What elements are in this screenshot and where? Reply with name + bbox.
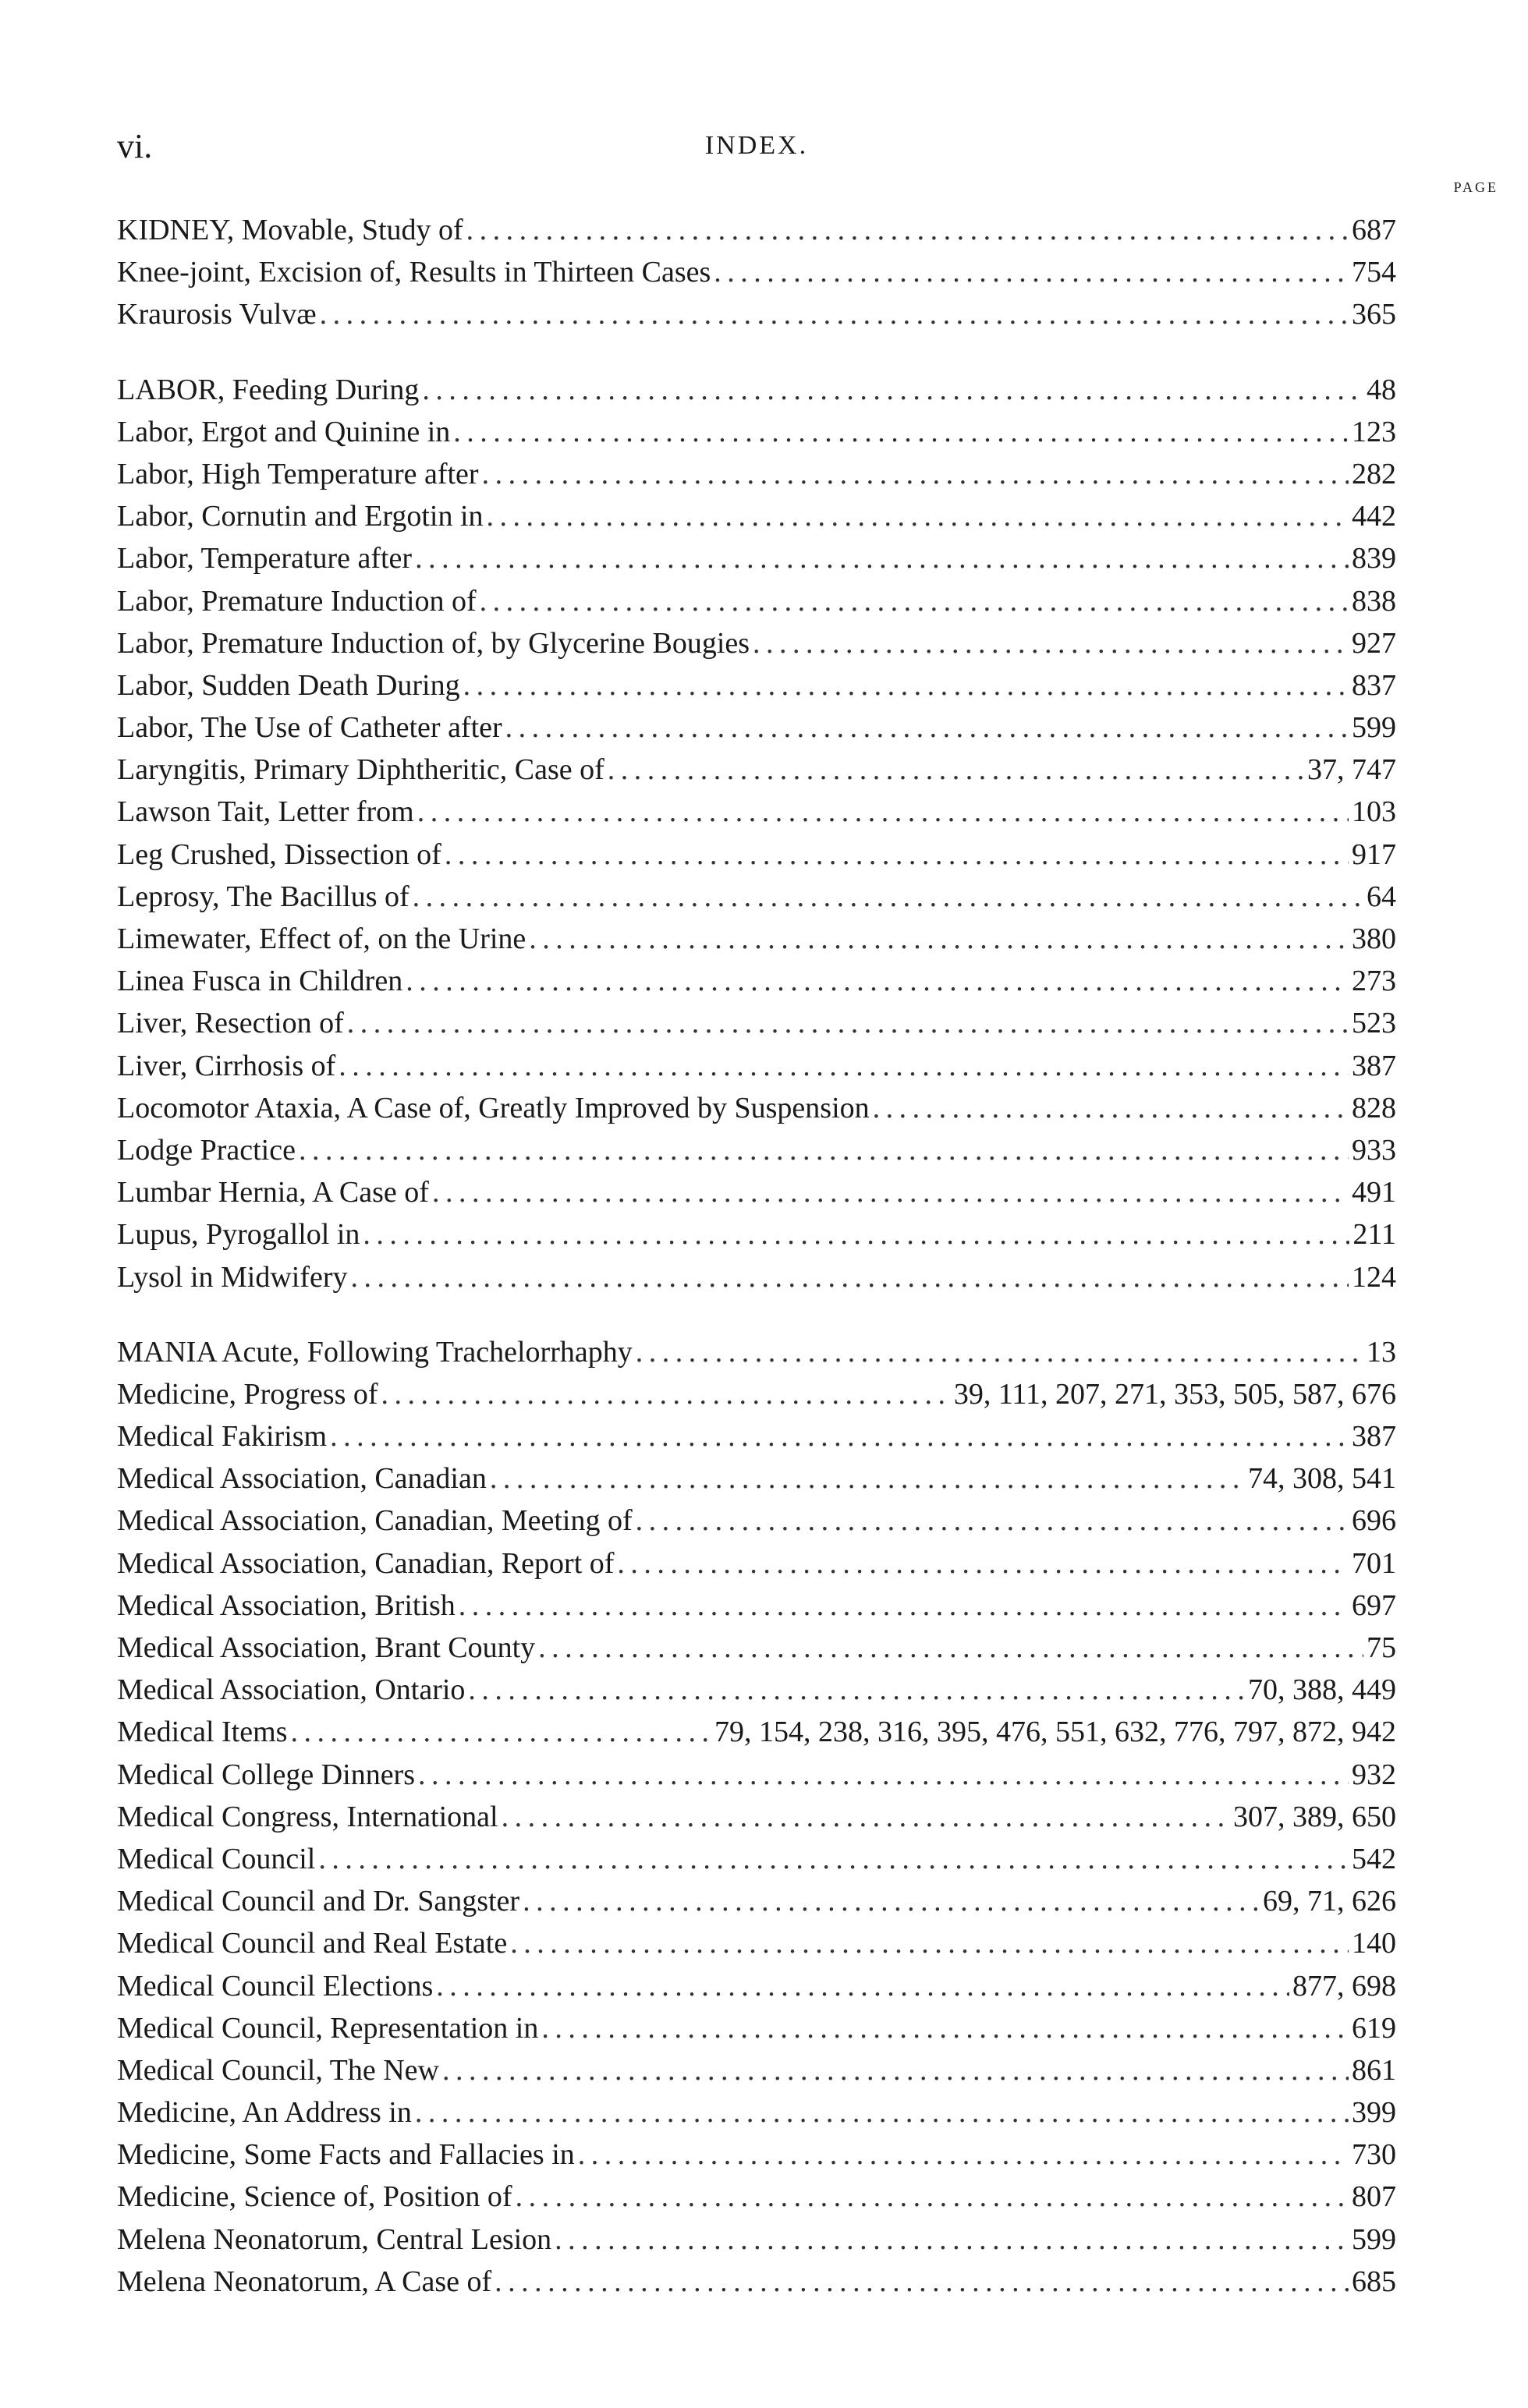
dot-leader: [290, 1711, 711, 1753]
entry-pages: 13: [1367, 1335, 1396, 1369]
dot-leader: [873, 1087, 1349, 1129]
dot-leader: [436, 1965, 1289, 2007]
index-entry: [117, 834, 1396, 876]
entry-term: Liver, Cirrhosis of: [117, 1049, 336, 1082]
entry-pages: 927: [1352, 626, 1396, 660]
entry-pages: 307, 389, 650: [1233, 1800, 1396, 1833]
running-title: INDEX.: [704, 131, 809, 160]
index-entry: [117, 1373, 1396, 1415]
dot-leader: [417, 791, 1349, 833]
index-entry: [117, 1838, 1396, 1880]
dot-leader: [381, 1373, 951, 1415]
index-entry: [117, 1796, 1396, 1838]
index-entry: [117, 580, 1396, 622]
entry-term: Medical Council, The New: [117, 2053, 439, 2087]
index-entry: [117, 537, 1396, 579]
entry-pages: 79, 154, 238, 316, 395, 476, 551, 632, 776, 797, 872, 942: [714, 1716, 1396, 1749]
dot-leader: [636, 1331, 1363, 1373]
dot-leader: [363, 1213, 1349, 1255]
entry-term: Lodge Practice: [117, 1133, 296, 1167]
index-entry: [117, 918, 1396, 960]
index-entry: [117, 1087, 1396, 1129]
entry-term: Labor, Sudden Death During: [117, 668, 460, 702]
dot-leader: [418, 1754, 1349, 1796]
dot-leader: [753, 622, 1349, 664]
entry-pages: 917: [1352, 837, 1396, 871]
index-entry: [117, 1880, 1396, 1922]
entry-pages: 542: [1352, 1842, 1396, 1875]
entry-pages: 523: [1352, 1007, 1396, 1040]
dot-leader: [406, 960, 1349, 1002]
index-entry: [117, 2091, 1396, 2134]
entry-pages: 273: [1352, 965, 1396, 998]
entry-term: Limewater, Effect of, on the Urine: [117, 922, 526, 955]
index-entry: [117, 293, 1396, 335]
index-entry: [117, 1457, 1396, 1500]
entry-term: Laryngitis, Primary Diphtheritic, Case of: [117, 753, 604, 787]
entry-pages: 211: [1353, 1218, 1396, 1252]
entry-pages: 619: [1352, 2011, 1396, 2045]
index-entry: [117, 1129, 1396, 1171]
entry-pages: 687: [1352, 214, 1396, 246]
index-entry: [117, 495, 1396, 537]
entry-pages: 70, 388, 449: [1248, 1673, 1396, 1707]
dot-leader: [413, 876, 1363, 918]
entry-term: Labor, High Temperature after: [117, 457, 479, 490]
entry-term: Lawson Tait, Letter from: [117, 795, 414, 829]
entry-term: Liver, Resection of: [117, 1007, 344, 1040]
index-entry: [117, 1171, 1396, 1213]
dot-leader: [502, 1796, 1230, 1838]
entry-term: Medicine, Some Facts and Fallacies in: [117, 2138, 575, 2172]
entry-term: Medical Association, Canadian: [117, 1462, 487, 1496]
dot-leader: [415, 2091, 1349, 2134]
dot-leader: [442, 2049, 1349, 2091]
dot-leader: [495, 2261, 1349, 2303]
index-entry: [117, 706, 1396, 749]
entry-pages: 861: [1352, 2053, 1396, 2087]
index-entry: [117, 1045, 1396, 1087]
index-section: [117, 369, 1396, 1298]
dot-leader: [617, 1542, 1349, 1585]
entry-pages: 839: [1352, 542, 1396, 575]
entry-term: Melena Neonatorum, Central Lesion: [117, 2222, 552, 2256]
dot-leader: [505, 706, 1349, 749]
entry-term: Medical College Dinners: [117, 1758, 416, 1791]
dot-leader: [538, 1627, 1363, 1669]
index-entry: [117, 1627, 1396, 1669]
index-entry: [117, 2176, 1396, 2218]
entry-term: LABOR, Feeding During: [117, 373, 420, 406]
index-list: [117, 209, 1396, 2303]
dot-leader: [482, 453, 1349, 495]
entry-pages: 48: [1367, 373, 1396, 406]
dot-leader: [516, 2176, 1349, 2218]
index-entry: [117, 749, 1396, 791]
page-column-label: PAGE: [1453, 179, 1498, 195]
entry-pages: 599: [1352, 2222, 1396, 2256]
dot-leader: [636, 1500, 1349, 1542]
index-entry: [117, 2007, 1396, 2049]
index-entry: [117, 664, 1396, 706]
index-entry: [117, 1754, 1396, 1796]
page-number: vi.: [117, 127, 153, 165]
dot-leader: [510, 1922, 1349, 1964]
entry-term: Labor, Premature Induction of, by Glycerine Bougies: [117, 626, 750, 660]
entry-term: Labor, Cornutin and Ergotin in: [117, 500, 484, 533]
dot-leader: [487, 495, 1349, 537]
entry-term: Leg Crushed, Dissection of: [117, 837, 441, 871]
dot-leader: [320, 293, 1349, 335]
entry-pages: 365: [1352, 298, 1396, 331]
index-entry: [117, 2049, 1396, 2091]
dot-leader: [339, 1045, 1349, 1087]
entry-term: Medical Association, Canadian, Report of: [117, 1546, 615, 1580]
dot-leader: [608, 749, 1304, 791]
index-entry: [117, 1415, 1396, 1457]
index-entry: [117, 2219, 1396, 2261]
index-entry: [117, 960, 1396, 1002]
index-entry: [117, 2134, 1396, 2176]
entry-term: Knee-joint, Excision of, Results in Thirteen Cases: [117, 256, 711, 289]
entry-pages: 140: [1352, 1927, 1396, 1960]
dot-leader: [466, 209, 1349, 251]
entry-term: Medicine, Progress of: [117, 1377, 378, 1411]
entry-term: Medical Council and Real Estate: [117, 1927, 508, 1960]
index-entry: [117, 411, 1396, 453]
entry-term: Kraurosis Vulvæ: [117, 298, 317, 331]
entry-pages: 933: [1352, 1133, 1396, 1167]
entry-term: Medical Council, Representation in: [117, 2011, 539, 2045]
dot-leader: [714, 251, 1349, 293]
entry-pages: 39, 111, 207, 271, 353, 505, 587, 676: [953, 1377, 1396, 1411]
entry-term: Medical Association, Canadian, Meeting of: [117, 1504, 633, 1538]
entry-pages: 807: [1352, 2180, 1396, 2214]
entry-term: Medical Council Elections: [117, 1969, 434, 2003]
dot-leader: [422, 369, 1363, 411]
index-entry: [117, 1922, 1396, 1964]
dot-leader: [330, 1415, 1349, 1457]
dot-leader: [432, 1171, 1349, 1213]
entry-pages: 387: [1352, 1049, 1396, 1082]
dot-leader: [459, 1585, 1349, 1627]
dot-leader: [299, 1129, 1349, 1171]
entry-pages: 828: [1352, 1091, 1396, 1124]
dot-leader: [468, 1669, 1245, 1711]
page-header: [117, 126, 1396, 173]
index-entry: [117, 2261, 1396, 2303]
entry-pages: 124: [1352, 1260, 1396, 1294]
entry-pages: 123: [1352, 415, 1396, 448]
index-entry: [117, 453, 1396, 495]
dot-leader: [578, 2134, 1349, 2176]
dot-leader: [415, 537, 1349, 579]
entry-term: Lysol in Midwifery: [117, 1260, 348, 1294]
entry-term: Medical Association, British: [117, 1588, 456, 1622]
entry-term: MANIA Acute, Following Trachelorrhaphy: [117, 1335, 633, 1369]
entry-term: Labor, The Use of Catheter after: [117, 711, 502, 745]
index-entry: [117, 369, 1396, 411]
entry-term: Melena Neonatorum, A Case of: [117, 2265, 492, 2298]
index-entry: [117, 1002, 1396, 1044]
entry-term: Locomotor Ataxia, A Case of, Greatly Improved by Suspension: [117, 1091, 870, 1124]
entry-term: Medical Items: [117, 1716, 288, 1749]
entry-pages: 685: [1352, 2265, 1396, 2298]
entry-term: Lumbar Hernia, A Case of: [117, 1176, 429, 1209]
entry-term: Leprosy, The Bacillus of: [117, 880, 409, 913]
dot-leader: [490, 1457, 1245, 1500]
index-entry: [117, 876, 1396, 918]
index-entry: [117, 791, 1396, 833]
entry-pages: 877, 698: [1292, 1969, 1396, 2003]
entry-term: Medicine, Science of, Position of: [117, 2180, 512, 2214]
entry-pages: 282: [1352, 457, 1396, 490]
entry-pages: 387: [1352, 1420, 1396, 1454]
entry-term: Labor, Premature Induction of: [117, 584, 477, 618]
index-entry: [117, 1500, 1396, 1542]
entry-pages: 701: [1352, 1546, 1396, 1580]
index-entry: [117, 622, 1396, 664]
index-entry: [117, 1585, 1396, 1627]
entry-term: Labor, Temperature after: [117, 542, 413, 575]
dot-leader: [529, 918, 1349, 960]
index-entry: [117, 1256, 1396, 1298]
entry-pages: 837: [1352, 668, 1396, 702]
entry-term: Medical Fakirism: [117, 1420, 328, 1454]
entry-pages: 697: [1352, 1588, 1396, 1622]
entry-pages: 69, 71, 626: [1263, 1885, 1396, 1918]
entry-pages: 491: [1352, 1176, 1396, 1209]
entry-pages: 696: [1352, 1504, 1396, 1538]
entry-pages: 37, 747: [1307, 753, 1396, 787]
entry-pages: 103: [1352, 795, 1396, 829]
entry-pages: 730: [1352, 2138, 1396, 2172]
entry-pages: 838: [1352, 584, 1396, 618]
index-entry: [117, 1965, 1396, 2007]
index-entry: [117, 209, 1396, 251]
dot-leader: [347, 1002, 1349, 1044]
entry-term: Labor, Ergot and Quinine in: [117, 415, 451, 448]
entry-pages: 75: [1367, 1631, 1396, 1664]
dot-leader: [453, 411, 1349, 453]
index-entry: [117, 1711, 1396, 1753]
entry-term: Medical Association, Ontario: [117, 1673, 466, 1707]
entry-pages: 380: [1352, 922, 1396, 955]
entry-pages: 64: [1367, 880, 1396, 913]
index-entry: [117, 1669, 1396, 1711]
index-entry: [117, 1542, 1396, 1585]
entry-term: Medicine, An Address in: [117, 2096, 412, 2130]
entry-pages: 599: [1352, 711, 1396, 745]
entry-pages: 932: [1352, 1758, 1396, 1791]
index-section: [117, 1331, 1396, 2303]
entry-term: Medical Council and Dr. Sangster: [117, 1885, 520, 1918]
dot-leader: [480, 580, 1349, 622]
entry-pages: 399: [1352, 2096, 1396, 2130]
index-entry: [117, 251, 1396, 293]
entry-term: Lupus, Pyrogallol in: [117, 1218, 360, 1252]
entry-term: Medical Council: [117, 1842, 316, 1875]
entry-term: Medical Association, Brant County: [117, 1631, 536, 1664]
entry-pages: 442: [1352, 500, 1396, 533]
dot-leader: [445, 834, 1349, 876]
dot-leader: [541, 2007, 1349, 2049]
entry-term: KIDNEY, Movable, Study of: [117, 214, 463, 246]
index-section: [117, 209, 1396, 336]
entry-pages: 754: [1352, 256, 1396, 289]
dot-leader: [523, 1880, 1260, 1922]
dot-leader: [318, 1838, 1349, 1880]
index-entry: [117, 1213, 1396, 1255]
dot-leader: [351, 1256, 1349, 1298]
dot-leader: [555, 2219, 1349, 2261]
dot-leader: [463, 664, 1349, 706]
entry-term: Linea Fusca in Children: [117, 965, 403, 998]
index-entry: [117, 1331, 1396, 1373]
entry-pages: 74, 308, 541: [1248, 1462, 1396, 1496]
entry-term: Medical Congress, International: [117, 1800, 498, 1833]
